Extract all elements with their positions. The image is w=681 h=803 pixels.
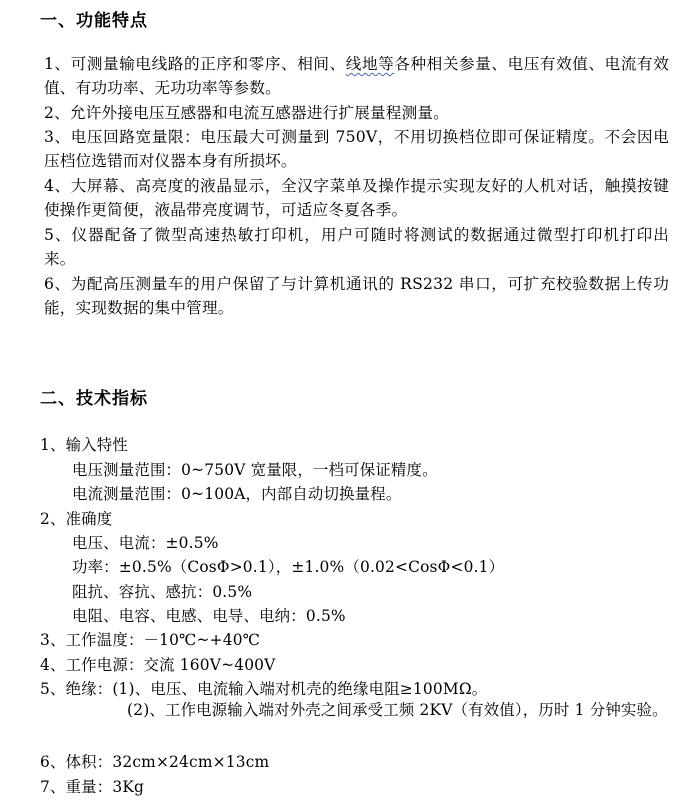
spec-power-supply: 4、工作电源：交流 160V~400V (40, 656, 276, 674)
spec-insulation-1: 5、绝缘：(1)、电压、电流输入端对机壳的绝缘电阻≥100MΩ。 (40, 680, 488, 698)
spec-weight: 7、重量：3Kg (40, 778, 145, 796)
spec-accuracy-voltage-current: 电压、电流：±0.5% (72, 534, 219, 552)
feature-item-6: 6、为配高压测量车的用户保留了与计算机通讯的 RS232 串口，可扩充校验数据上传功能，实现数据的集中管理。 (44, 275, 669, 318)
spec-input-characteristics: 1、输入特性 (40, 436, 128, 454)
section-title-features: 一、功能特点 (40, 11, 148, 31)
spellcheck-flagged-text: 线地等 (345, 55, 395, 73)
spec-volume: 6、体积：32cm×24cm×13cm (40, 753, 270, 771)
spec-accuracy-power: 功率：±0.5%（CosΦ>0.1），±1.0%（0.02<CosΦ<0.1） (72, 558, 505, 576)
feature-item-3: 3、电压回路宽量限：电压最大可测量到 750V，不用切换档位即可保证精度。不会因电压档位选错而对仪器本身有所损坏。 (44, 128, 669, 171)
spec-accuracy: 2、准确度 (40, 510, 113, 528)
spec-insulation-2: (2)、工作电源输入端对外壳之间承受工频 2KV（有效值），历时 1 分钟实验。 (127, 701, 668, 719)
spec-voltage-range: 电压测量范围：0~750V 宽量限，一档可保证精度。 (72, 461, 438, 479)
feature-item-1 (44, 52, 669, 101)
feature-item-1-part-b: 各种相关参量、电压有效值、电流有效值、有功功率、无功功率等参数。 (44, 55, 669, 98)
spec-accuracy-impedance: 阻抗、容抗、感抗：0.5% (72, 583, 253, 601)
feature-item-5: 5、仪器配备了微型高速热敏打印机，用户可随时将测试的数据通过微型打印机打印出来。 (44, 226, 669, 269)
feature-item-2: 2、允许外接电压互感器和电流互感器进行扩展量程测量。 (44, 104, 449, 122)
section-title-specs: 二、技术指标 (40, 389, 148, 409)
feature-item-1-part-a: 1、可测量输电线路的正序和零序、相间、 (44, 55, 346, 73)
spec-operating-temperature: 3、工作温度：－10℃~+40℃ (40, 631, 261, 649)
spec-accuracy-resistance: 电阻、电容、电感、电导、电纳：0.5% (72, 607, 346, 625)
feature-item-4: 4、大屏幕、高亮度的液晶显示，全汉字菜单及操作提示实现友好的人机对话，触摸按键使操作更简便，液晶带亮度调节，可适应冬夏各季。 (44, 177, 669, 220)
spec-current-range: 电流测量范围：0~100A，内部自动切换量程。 (72, 485, 402, 503)
